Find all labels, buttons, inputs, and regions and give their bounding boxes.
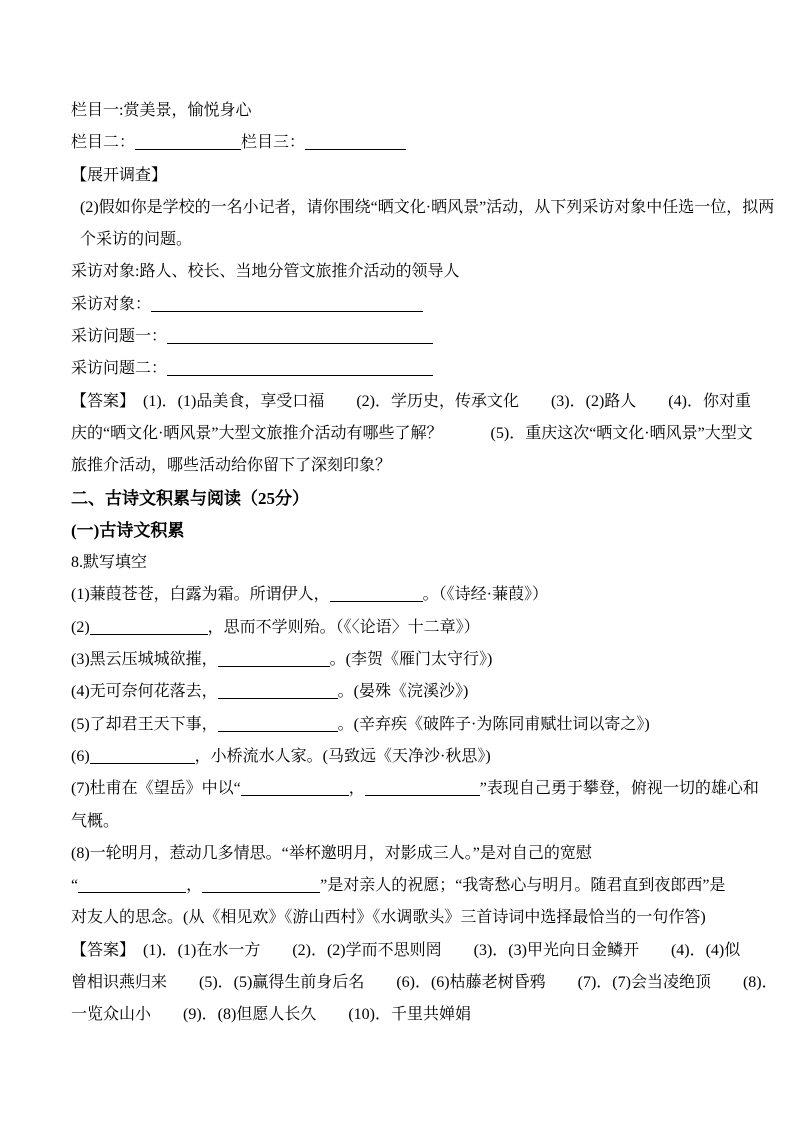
- text-run: 采访对象：: [71, 295, 152, 313]
- text-run: 【答案】 (1)．(1)品美食，享受口福 (2)．学历史，传承文化 (3)．(2)路人 (4)．你对重: [71, 392, 751, 410]
- dictation-blank-1: [71, 579, 742, 611]
- interview-question-2-blank: [71, 353, 742, 385]
- question-8-title: [71, 547, 742, 579]
- text-run: ，: [348, 780, 365, 798]
- text-run: 【答案】 (1)．(1)在水一方 (2)．(2)学而不思则罔 (3)．(3)甲光向日金鳞开 (4)．(4)似: [71, 941, 741, 959]
- dictation-blank-3: [71, 644, 742, 676]
- text-run: ，思而不学则殆。（《〈论语〉十二章》）: [207, 618, 480, 636]
- dictation-blank-6: [71, 741, 742, 773]
- blank-underline: [330, 586, 423, 602]
- blank-underline: [218, 716, 338, 732]
- dictation-blank-8-line-1: [71, 838, 742, 870]
- text-run: “: [71, 877, 79, 895]
- text-run: 。（《诗经·蒹葭》）: [422, 586, 549, 604]
- text-run: ”表现自己勇于攀登，俯视一切的雄心和: [479, 780, 759, 798]
- answer-block-1-line-2: [71, 418, 753, 450]
- dictation-blank-8-line-3: [71, 902, 742, 934]
- answer-block-2-line-3: [71, 999, 742, 1031]
- text-run: 二、古诗文积累与阅读（25分）: [71, 488, 309, 508]
- section-tab-one: [71, 95, 742, 127]
- text-run: (6): [71, 747, 90, 765]
- text-run: 。(李贺《雁门太守行》): [329, 651, 493, 669]
- dictation-blank-7-line-2: [71, 806, 742, 838]
- text-run: 一览众山小 (9)．(8)但愿人长久 (10)．千里共婵娟: [71, 1006, 471, 1024]
- blank-underline: [167, 360, 433, 376]
- interview-target-blank: [71, 289, 742, 321]
- text-run: (2): [71, 618, 90, 636]
- subsection-heading: [71, 515, 742, 547]
- blank-underline: [167, 328, 433, 344]
- text-run: 8.默写填空: [71, 554, 148, 572]
- dictation-blank-5: [71, 709, 742, 741]
- blank-underline: [202, 877, 320, 893]
- text-run: (8)一轮明月，惹动几多情思。“举杯邀明月，对影成三人。”是对自己的宽慰: [71, 844, 592, 862]
- text-run: 对友人的思念。(从《相见欢》《游山西村》《水调歌头》三首诗词中选择最恰当的一句作答): [71, 909, 706, 927]
- text-run: 个采访的问题。: [80, 231, 193, 249]
- answer-block-2-line-2: [71, 967, 778, 999]
- text-run: (5)了却君王天下事，: [71, 715, 218, 733]
- blank-underline: [151, 296, 423, 312]
- text-run: ”是对亲人的祝愿；“我寄愁心与明月。随君直到夜郎西”是: [320, 877, 726, 895]
- text-run: 采访问题一：: [71, 328, 168, 346]
- interview-question-1-blank: [71, 321, 742, 353]
- dictation-blank-8-line-2: [71, 870, 742, 902]
- answer-block-2-line-1: [71, 935, 742, 967]
- blank-underline: [90, 619, 208, 635]
- text-run: (4)无可奈何花落去，: [71, 683, 218, 701]
- text-run: 【展开调查】: [71, 166, 168, 184]
- blank-underline: [90, 748, 195, 764]
- text-run: 。(晏殊《浣溪沙》): [337, 683, 469, 701]
- text-run: 栏目二：: [71, 134, 136, 152]
- blank-underline: [365, 780, 480, 796]
- section-tab-two-three: [71, 127, 742, 159]
- text-run: ，: [186, 877, 203, 895]
- blank-underline: [305, 134, 406, 150]
- text-run: (一)古诗文积累: [71, 520, 185, 540]
- dictation-blank-2: [71, 612, 742, 644]
- blank-underline: [78, 877, 186, 893]
- text-run: (1)蒹葭苍苍，白露为霜。所谓伊人，: [71, 586, 330, 604]
- text-run: 。(辛弃疾《破阵子·为陈同甫赋壮词以寄之》): [337, 715, 650, 733]
- dictation-blank-4: [71, 676, 742, 708]
- blank-underline: [241, 780, 349, 796]
- dictation-blank-7-line-1: [71, 773, 759, 805]
- text-run: 气概。: [71, 812, 120, 830]
- question-2-line-1: [71, 192, 775, 224]
- text-run: 栏目一:赏美景，愉悦身心: [71, 102, 252, 119]
- section-heading: [71, 483, 742, 515]
- blank-underline: [218, 683, 338, 699]
- answer-block-1-line-1: [71, 386, 751, 418]
- text-run: (3)黑云压城城欲摧，: [71, 651, 218, 669]
- text-run: (2)假如你是学校的一名小记者，请你围绕“晒文化·晒风景”活动，从下列采访对象中任选一位，拟两: [80, 198, 775, 216]
- survey-header: [71, 160, 742, 192]
- text-run: 栏目三：: [241, 134, 306, 152]
- question-2-line-2: [71, 224, 742, 256]
- text-run: 庆的“晒文化·晒风景”大型文旅推介活动有哪些了解？ (5)．重庆这次“晒文化·晒风景”大型文: [71, 424, 753, 442]
- text-run: ，小桥流水人家。(马致远《天净沙·秋思》): [194, 747, 491, 765]
- interview-targets: [71, 256, 742, 288]
- text-run: 旅推介活动，哪些活动给你留下了深刻印象？: [71, 457, 392, 475]
- blank-underline: [135, 134, 241, 150]
- blank-underline: [218, 651, 330, 667]
- answer-block-1-line-3: [71, 450, 742, 482]
- text-run: 采访对象:路人、校长、当地分管文旅推介活动的领导人: [71, 263, 460, 281]
- text-run: 采访问题二：: [71, 360, 168, 378]
- text-run: (7)杜甫在《望岳》中以“: [71, 780, 241, 798]
- text-run: 曾相识燕归来 (5)．(5)赢得生前身后名 (6)．(6)枯藤老树昏鸦 (7)．(7)会当凌绝顶 (8)．: [71, 974, 778, 992]
